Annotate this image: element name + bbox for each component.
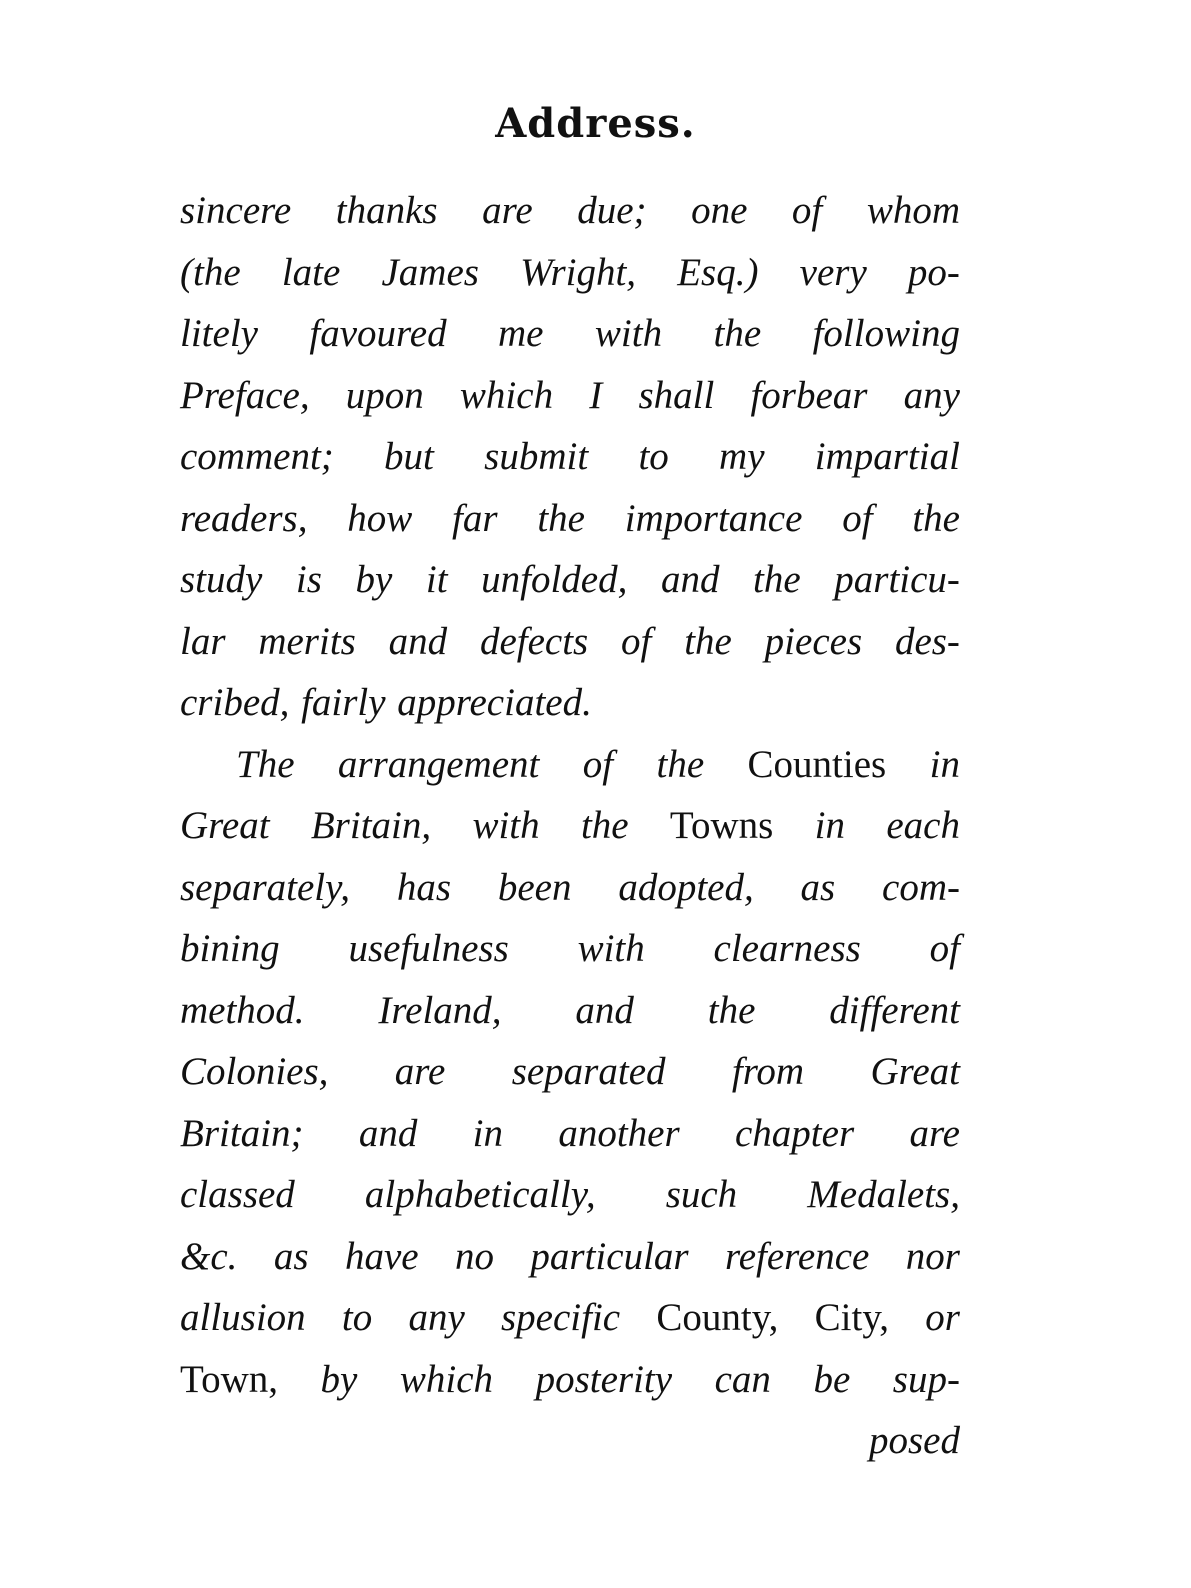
word: shall	[638, 373, 715, 417]
word: to	[638, 435, 669, 478]
text-line	[180, 303, 960, 365]
word: chapter	[734, 1111, 855, 1155]
word: Colonies,	[180, 1050, 329, 1093]
text-line	[180, 918, 960, 980]
word: how	[347, 496, 413, 540]
word: submit	[484, 435, 589, 478]
text-line	[180, 242, 960, 304]
word: classed	[180, 1173, 295, 1216]
text-line	[180, 795, 960, 857]
word: specific	[501, 1296, 621, 1339]
word: following	[812, 312, 960, 355]
paragraph-1	[180, 180, 960, 734]
word: usefulness	[348, 927, 509, 970]
text-line	[180, 672, 960, 734]
word: it	[425, 558, 448, 601]
word: Medalets,	[807, 1173, 960, 1216]
catchword-line	[180, 1410, 960, 1472]
word: which	[459, 373, 554, 417]
word: has	[396, 865, 452, 909]
word: of	[842, 496, 873, 540]
word: sincere	[180, 189, 292, 232]
word: method.	[180, 988, 305, 1032]
word: each	[886, 804, 960, 847]
word: of	[582, 742, 614, 786]
word: very	[799, 250, 867, 294]
word: County,	[656, 1296, 779, 1339]
word: clearness	[713, 927, 861, 970]
text-line	[180, 1164, 960, 1226]
word: due;	[577, 189, 647, 232]
word: with	[577, 927, 645, 970]
word: far	[452, 496, 498, 540]
catchword: posed	[869, 1419, 960, 1462]
word: readers,	[180, 496, 308, 540]
word: different	[829, 988, 960, 1032]
word: in	[472, 1111, 503, 1155]
word: forbear	[750, 373, 868, 417]
word: the	[713, 312, 762, 355]
word: whom	[866, 189, 960, 232]
word: bining	[180, 927, 280, 970]
word: by	[320, 1357, 358, 1401]
word: any	[903, 373, 960, 417]
word: Ireland,	[378, 988, 502, 1032]
text-line	[180, 426, 960, 488]
word: in	[814, 804, 846, 847]
word: the	[912, 496, 960, 540]
word: can	[714, 1357, 771, 1401]
word: nor	[905, 1234, 960, 1278]
word: lar	[180, 619, 226, 663]
word: pieces	[764, 619, 863, 663]
word: is	[295, 558, 322, 601]
text-line	[180, 1041, 960, 1103]
word: James	[381, 250, 479, 294]
word: and	[575, 988, 634, 1032]
word: as	[800, 865, 836, 909]
word: sup-	[892, 1357, 960, 1401]
word: of	[929, 927, 960, 970]
word: me	[498, 312, 544, 355]
word: Britain;	[180, 1111, 304, 1155]
word: The	[236, 742, 295, 786]
word: any	[408, 1296, 465, 1339]
word: my	[719, 435, 765, 478]
word: but	[384, 435, 434, 478]
word: no	[454, 1234, 494, 1278]
word: be	[813, 1357, 851, 1401]
word: importance	[624, 496, 803, 540]
word: to	[341, 1296, 373, 1339]
word: thanks	[335, 189, 438, 232]
word: Towns	[669, 804, 774, 847]
word: impartial	[814, 435, 960, 478]
word: another	[558, 1111, 680, 1155]
text-line	[180, 980, 960, 1042]
word: appreciated.	[397, 681, 592, 724]
word: des-	[894, 619, 960, 663]
word: of	[621, 619, 652, 663]
word: (the	[180, 250, 241, 294]
word: been	[497, 865, 572, 909]
text-line	[180, 1103, 960, 1165]
word: are	[394, 1050, 446, 1093]
word: by	[355, 558, 393, 601]
word: the	[537, 496, 585, 540]
word: in	[929, 742, 960, 786]
word: adopted,	[618, 865, 754, 909]
word: defects	[479, 619, 589, 663]
word: Britain,	[310, 804, 432, 847]
word: late	[281, 250, 341, 294]
word: &c.	[180, 1234, 238, 1278]
word: and	[358, 1111, 418, 1155]
word: the	[580, 804, 629, 847]
word: unfolded,	[481, 558, 628, 601]
word: with	[594, 312, 663, 355]
text-line	[180, 857, 960, 919]
word: City,	[814, 1296, 890, 1339]
word: cribed,	[180, 681, 290, 724]
text-line	[180, 365, 960, 427]
word: as	[273, 1234, 309, 1278]
word: are	[482, 189, 533, 232]
text-line	[180, 734, 960, 796]
word: the	[707, 988, 756, 1032]
text-line	[180, 1226, 960, 1288]
word: favoured	[309, 312, 447, 355]
word: particu-	[834, 558, 960, 601]
text-line	[180, 611, 960, 673]
word: posterity	[535, 1357, 673, 1401]
text-line	[180, 549, 960, 611]
word: fairly	[301, 681, 386, 724]
word: the	[753, 558, 801, 601]
word: separately,	[180, 865, 351, 909]
word: with	[472, 804, 540, 847]
word: po-	[907, 250, 960, 294]
word: Counties	[747, 742, 887, 786]
word: from	[731, 1050, 805, 1093]
word: allusion	[180, 1296, 306, 1339]
word: and	[388, 619, 448, 663]
text-line	[180, 1287, 960, 1349]
word: I	[589, 373, 603, 417]
word: one	[691, 189, 748, 232]
word: Preface,	[180, 373, 310, 417]
paragraph-2	[180, 734, 960, 1472]
word: Esq.)	[677, 250, 759, 294]
word: the	[684, 619, 732, 663]
word: or	[925, 1296, 960, 1339]
word: have	[344, 1234, 419, 1278]
word: the	[656, 742, 705, 786]
word: Great	[870, 1050, 960, 1093]
text-line	[180, 488, 960, 550]
word: arrangement	[337, 742, 540, 786]
word: merits	[258, 619, 356, 663]
running-header: Address.	[495, 100, 696, 147]
word: separated	[511, 1050, 666, 1093]
word: litely	[180, 312, 258, 355]
word: alphabetically,	[364, 1173, 596, 1216]
word: and	[660, 558, 720, 601]
word: reference	[725, 1234, 870, 1278]
word: comment;	[180, 435, 334, 478]
word: of	[791, 189, 823, 232]
word: Wright,	[520, 250, 637, 294]
word: such	[665, 1173, 738, 1216]
word: study	[180, 558, 263, 601]
word: which	[399, 1357, 494, 1401]
word: com-	[882, 865, 960, 909]
body-text	[180, 180, 960, 1472]
word: particular	[530, 1234, 689, 1278]
word: Great	[180, 804, 270, 847]
word: upon	[345, 373, 424, 417]
text-line	[180, 1349, 960, 1411]
text-line	[180, 180, 960, 242]
word: Town,	[180, 1357, 279, 1401]
word: are	[909, 1111, 960, 1155]
